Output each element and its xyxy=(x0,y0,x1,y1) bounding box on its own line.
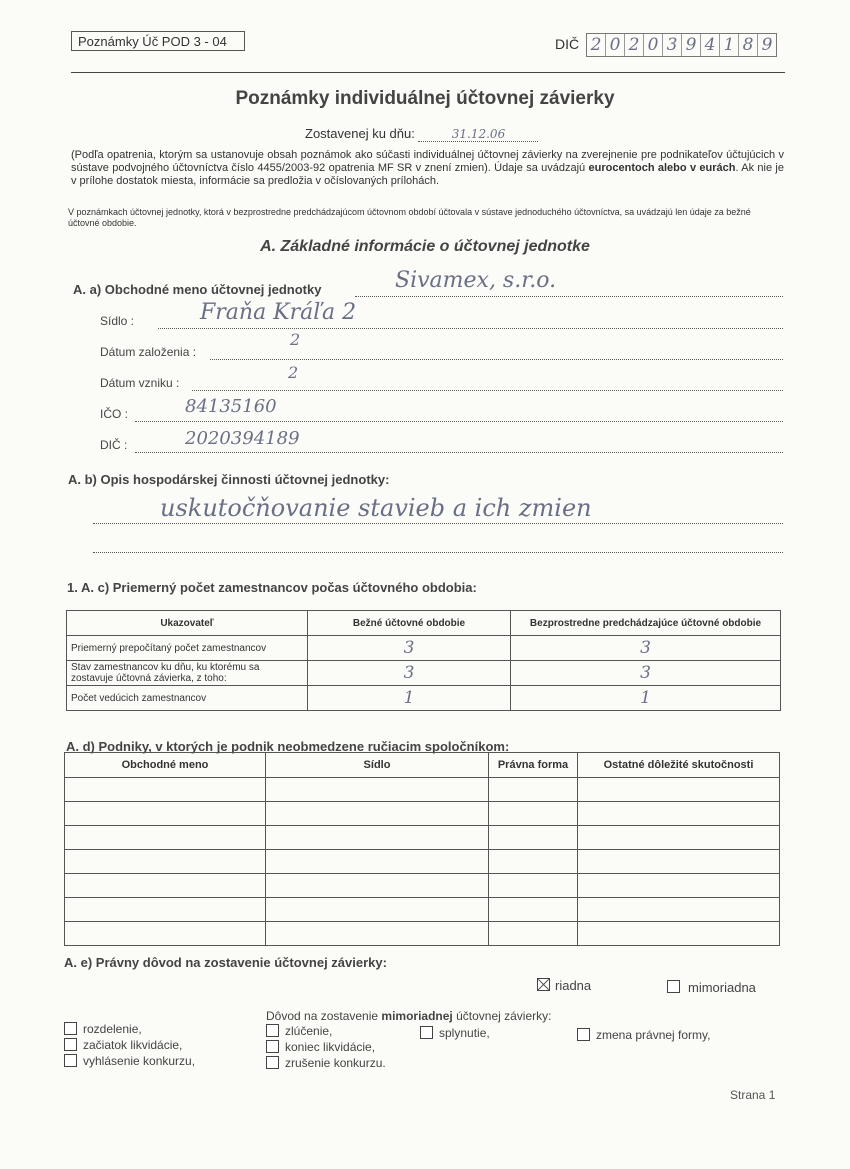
dic-digit: 4 xyxy=(701,34,720,56)
table-row xyxy=(65,778,780,802)
employees-col-header: Bezprostredne predchádzajúce účtovné obdobie xyxy=(511,611,781,636)
rozdelenie-label: rozdelenie, xyxy=(83,1022,142,1036)
extraordinary-label: mimoriadna xyxy=(688,980,756,995)
zrusenie-konkurzu-label: zrušenie konkurzu. xyxy=(285,1056,386,1070)
dic-digit: 1 xyxy=(720,34,739,56)
zaciatok-likvidacie-checkbox[interactable] xyxy=(64,1038,77,1051)
compiled-date xyxy=(305,126,538,142)
sidlo-value: Fraňa Kráľa 2 xyxy=(200,300,357,325)
reason-title xyxy=(266,1009,551,1023)
vznik-label: Dátum vzniku : xyxy=(100,376,180,390)
ordinary-label: riadna xyxy=(555,978,592,993)
section-a-title: A. Základné informácie o účtovnej jednotke xyxy=(260,238,590,255)
form-code: Poznámky Úč POD 3 - 04 xyxy=(71,31,245,51)
employees-col-header: Ukazovateľ xyxy=(67,611,308,636)
table-row xyxy=(65,922,780,946)
koniec-likvidacie-checkbox[interactable] xyxy=(266,1040,279,1053)
a-name-value: Sivamex, s.r.o. xyxy=(395,268,557,293)
zalozenie-line xyxy=(210,359,783,360)
table-row xyxy=(65,898,780,922)
c-label: 1. A. c) Priemerný počet zamestnancov počas účtovného obdobia: xyxy=(67,580,477,595)
splynutie-label: splynutie, xyxy=(439,1026,490,1040)
zrusenie-konkurzu-checkbox[interactable] xyxy=(266,1056,279,1069)
b-label: A. b) Opis hospodárskej činnosti účtovnej jednotky: xyxy=(68,472,390,487)
sidlo-line xyxy=(158,328,783,329)
dic-digit: 0 xyxy=(644,34,663,56)
intro-bold: eurocentoch alebo v eurách xyxy=(588,162,736,174)
b-line-1 xyxy=(93,523,783,524)
extraordinary-checkbox[interactable] xyxy=(667,980,680,993)
vyhlasenie-konkurzu-checkbox[interactable] xyxy=(64,1054,77,1067)
dic-label: DIČ : xyxy=(100,438,128,452)
zmena-pravnej-formy-checkbox[interactable] xyxy=(577,1028,590,1041)
page-title: Poznámky individuálnej účtovnej závierky xyxy=(235,88,615,109)
partners-header-row xyxy=(65,753,780,778)
employees-current-value: 3 xyxy=(308,661,511,686)
dic-digit: 9 xyxy=(761,35,773,55)
zlucenie-label: zlúčenie, xyxy=(285,1024,333,1038)
employees-previous-value: 1 xyxy=(511,686,781,711)
employees-current-value: 1 xyxy=(308,686,511,711)
compiled-label: Zostavenej ku dňu: xyxy=(305,126,415,141)
dic-line xyxy=(135,452,783,453)
splynutie-checkbox[interactable] xyxy=(420,1026,433,1039)
vznik-value: 2 xyxy=(288,363,299,382)
table-row xyxy=(65,826,780,850)
table-row xyxy=(67,686,781,711)
dic-digit: 3 xyxy=(663,34,682,56)
zaciatok-likvidacie-label: začiatok likvidácie, xyxy=(83,1038,183,1052)
dic-digit: 2 xyxy=(587,34,606,56)
table-row xyxy=(65,802,780,826)
koniec-likvidacie-label: koniec likvidácie, xyxy=(285,1040,376,1054)
employees-header-row xyxy=(67,611,781,636)
employees-table xyxy=(66,610,781,711)
partners-col-header: Ostatné dôležité skutočnosti xyxy=(578,753,780,778)
zlucenie-checkbox[interactable] xyxy=(266,1024,279,1037)
partners-table xyxy=(64,752,780,946)
partners-col-header: Obchodné meno xyxy=(65,753,266,778)
employees-current-value: 3 xyxy=(308,636,511,661)
zmena-pravnej-formy-label: zmena právnej formy, xyxy=(596,1028,711,1042)
a-name-line xyxy=(355,296,783,297)
employees-row-label: Priemerný prepočítaný počet zamestnancov xyxy=(67,636,308,661)
a-name-label: A. a) Obchodné meno účtovnej jednotky xyxy=(73,282,322,297)
zalozenie-label: Dátum založenia : xyxy=(100,345,197,359)
intro-tail: . Ak nie je v prílohe dostatok miesta, informácie sa predložia v očíslovaných prílohách. xyxy=(71,162,784,187)
table-row xyxy=(67,636,781,661)
dic-digit: 0 xyxy=(606,34,625,56)
sidlo-label: Sídlo : xyxy=(100,314,135,328)
dic-header-cells xyxy=(586,33,777,57)
compiled-value: 31.12.06 xyxy=(418,127,538,142)
partners-col-header: Právna forma xyxy=(489,753,578,778)
employees-col-header: Bežné účtovné obdobie xyxy=(308,611,511,636)
reason-title-bold: mimoriadnej xyxy=(381,1009,453,1023)
intro-text: (Podľa opatrenia, ktorým sa ustanovuje obsah poznámok ako súčasti individuálnej účtovnej závierky na zverejnenie pre podnikateľov účtujúcich v sústave podvojného účtovníctva číslo 4455/2003-92 opatrenia MF SR v znení zmien). Údaje sa uvádzajú xyxy=(71,149,784,174)
rozdelenie-checkbox[interactable] xyxy=(64,1022,77,1035)
reason-title-pre: Dôvod na zostavenie xyxy=(266,1009,382,1023)
dic-value: 2020394189 xyxy=(185,428,300,449)
dic-digit: 9 xyxy=(682,34,701,56)
b-line-2 xyxy=(93,552,783,553)
ico-line xyxy=(135,421,783,422)
ico-value: 84135160 xyxy=(185,396,277,417)
reason-title-post: účtovnej závierky: xyxy=(452,1009,552,1023)
intro-paragraph xyxy=(71,149,784,188)
employees-previous-value: 3 xyxy=(511,636,781,661)
e-label: A. e) Právny dôvod na zostavenie účtovnej závierky: xyxy=(64,955,387,970)
b-value: uskutočňovanie stavieb a ich zmien xyxy=(160,494,592,522)
dic-digit: 2 xyxy=(625,34,644,56)
page-number: Strana 1 xyxy=(730,1088,776,1102)
table-row xyxy=(67,661,781,686)
ico-label: IČO : xyxy=(100,407,129,421)
vznik-line xyxy=(192,390,783,391)
header-rule xyxy=(71,72,785,73)
dic-header-label: DIČ xyxy=(555,36,580,52)
dic-digit: 8 xyxy=(739,34,758,56)
zalozenie-value: 2 xyxy=(290,330,301,349)
vyhlasenie-konkurzu-label: vyhlásenie konkurzu, xyxy=(83,1054,196,1068)
employees-row-label: Počet vedúcich zamestnancov xyxy=(67,686,308,711)
intro-note: V poznámkach účtovnej jednotky, ktorá v bezprostredne predchádzajúcom účtovnom období účtovala v sústave jednoduchého účtovníctva, sa uvádzajú len údaje za bežné účtovné obdobie. xyxy=(68,207,751,228)
table-row xyxy=(65,874,780,898)
employees-previous-value: 3 xyxy=(511,661,781,686)
partners-col-header: Sídlo xyxy=(266,753,489,778)
employees-row-label: Stav zamestnancov ku dňu, ku ktorému sa zostavuje účtovná závierka, z toho: xyxy=(67,661,308,686)
d-label: A. d) Podniky, v ktorých je podnik neobmedzene ručiacim spoločníkom: xyxy=(66,739,510,754)
table-row xyxy=(65,850,780,874)
ordinary-checkbox[interactable] xyxy=(537,978,550,991)
